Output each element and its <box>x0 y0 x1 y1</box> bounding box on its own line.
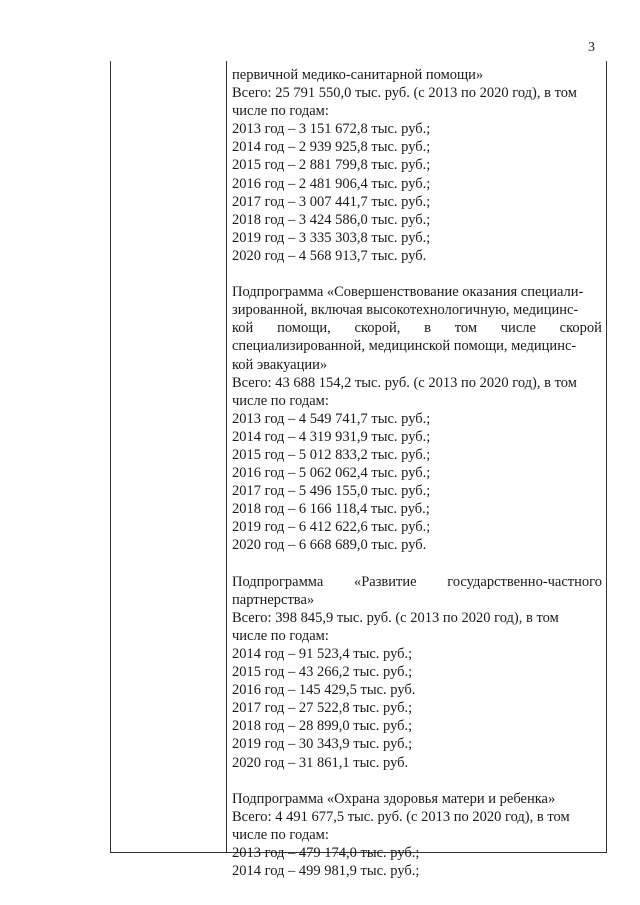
year-line: 2016 год – 145 429,5 тыс. руб. <box>232 682 416 699</box>
year-line: 2019 год – 30 343,9 тыс. руб.; <box>232 736 413 753</box>
page-number: 3 <box>588 40 595 55</box>
word: «Развитие <box>353 573 417 590</box>
year-line: 2013 год – 4 549 741,7 тыс. руб.; <box>232 410 431 427</box>
text-line: Всего: 398 845,9 тыс. руб. (с 2013 по 2020 год), в том <box>232 609 559 626</box>
year-line: 2019 год – 3 335 303,8 тыс. руб.; <box>232 229 431 246</box>
word: скорой <box>559 320 602 337</box>
subprogram-title <box>232 319 602 337</box>
text-line: Всего: 4 491 677,5 тыс. руб. (с 2013 по 2020 год), в том <box>232 808 570 825</box>
year-line: 2014 год – 499 981,9 тыс. руб.; <box>232 863 420 880</box>
subprogram-title: Подпрограмма «Охрана здоровья матери и ребенка» <box>232 790 556 807</box>
subprogram-title: партнерства» <box>232 591 315 608</box>
word: в <box>424 320 431 337</box>
year-line: 2018 год – 3 424 586,0 тыс. руб.; <box>232 211 431 228</box>
text-line: числе по годам: <box>232 392 329 409</box>
year-line: 2016 год – 2 481 906,4 тыс. руб.; <box>232 175 431 192</box>
text-line: Всего: 43 688 154,2 тыс. руб. (с 2013 по 2020 год), в том <box>232 374 577 391</box>
text-line: первичной медико-санитарной помощи» <box>232 67 484 83</box>
text-line: числе по годам: <box>232 627 329 644</box>
year-line: 2017 год – 5 496 155,0 тыс. руб.; <box>232 483 431 500</box>
year-line: 2013 год – 479 174,0 тыс. руб.; <box>232 845 420 862</box>
year-line: 2017 год – 27 522,8 тыс. руб.; <box>232 700 413 717</box>
text-line: числе по годам: <box>232 826 329 843</box>
word: скорой, <box>354 320 401 337</box>
year-line: 2020 год – 6 668 689,0 тыс. руб. <box>232 537 427 554</box>
year-line: 2018 год – 28 899,0 тыс. руб.; <box>232 718 413 735</box>
year-line: 2019 год – 6 412 622,6 тыс. руб.; <box>232 519 431 536</box>
year-line: 2015 год – 5 012 833,2 тыс. руб.; <box>232 446 431 463</box>
subprogram-title <box>232 573 602 591</box>
year-line: 2018 год – 6 166 118,4 тыс. руб.; <box>232 501 430 518</box>
year-line: 2014 год – 91 523,4 тыс. руб.; <box>232 646 413 662</box>
subprogram-title: Подпрограмма «Совершенствование оказания специали- <box>232 284 584 301</box>
word: помощи, <box>277 320 331 337</box>
year-line: 2015 год – 43 266,2 тыс. руб.; <box>232 664 413 681</box>
subprogram-title: специализированной, медицинской помощи, медицинс- <box>232 338 577 355</box>
column-divider <box>226 61 227 853</box>
subprogram-title: кой эвакуации» <box>232 356 328 373</box>
subprogram-title: зированной, включая высокотехнологичную, медицинс- <box>232 302 579 319</box>
word: кой <box>232 320 254 337</box>
year-line: 2017 год – 3 007 441,7 тыс. руб.; <box>232 193 431 210</box>
word: Подпрограмма <box>232 573 324 590</box>
year-line: 2020 год – 31 861,1 тыс. руб. <box>232 754 409 771</box>
word: числе <box>500 320 536 337</box>
text-line: числе по годам: <box>232 103 329 120</box>
year-line: 2020 год – 4 568 913,7 тыс. руб. <box>232 247 427 264</box>
text-line: Всего: 25 791 550,0 тыс. руб. (с 2013 по 2020 год), в том <box>232 85 577 102</box>
word: том <box>454 320 478 337</box>
year-line: 2014 год – 2 939 925,8 тыс. руб.; <box>232 139 431 156</box>
word: государственно-частного <box>447 573 602 590</box>
year-line: 2013 год – 3 151 672,8 тыс. руб.; <box>232 121 431 138</box>
year-line: 2014 год – 4 319 931,9 тыс. руб.; <box>232 428 431 445</box>
year-line: 2016 год – 5 062 062,4 тыс. руб.; <box>232 465 431 482</box>
year-line: 2015 год – 2 881 799,8 тыс. руб.; <box>232 157 431 174</box>
funding-text <box>232 66 602 880</box>
